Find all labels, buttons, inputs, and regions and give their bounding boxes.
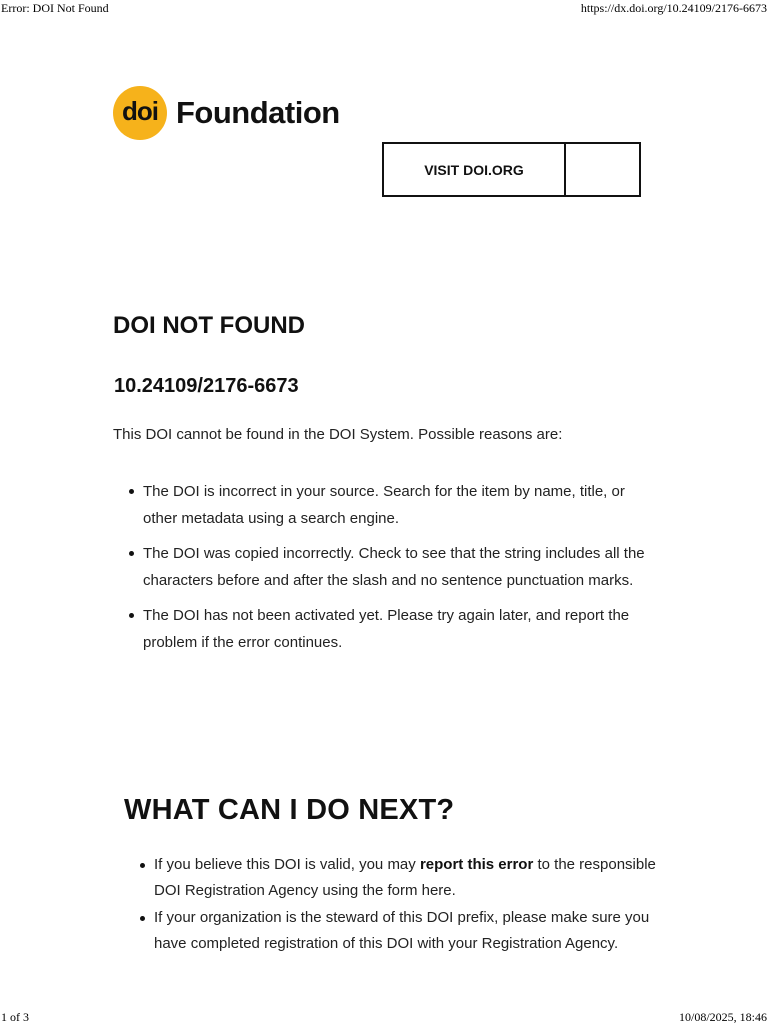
doi-logo-wordmark: Foundation [176, 95, 340, 130]
next-step-text: to the responsible DOI Registration Agency using the form here. [154, 856, 656, 899]
doi-identifier: 10.24109/2176-6673 [114, 375, 299, 397]
reasons-list [143, 478, 663, 664]
error-title: DOI NOT FOUND [113, 312, 305, 339]
error-intro: This DOI cannot be found in the DOI System. Possible reasons are: [113, 426, 563, 443]
reason-item: The DOI is incorrect in your source. Search for the item by name, title, or other metadata using a search engine. [143, 478, 663, 532]
print-header-url: https://dx.doi.org/10.24109/2176-6673 [580, 1, 767, 15]
reason-item: The DOI has not been activated yet. Please try again later, and report the problem if the error continues. [143, 602, 663, 656]
visit-doi-button[interactable]: VISIT DOI.ORG [384, 144, 566, 195]
next-step-text: If you believe this DOI is valid, you may [154, 856, 420, 873]
doi-logo-mark [113, 86, 167, 140]
doi-logo-mark-text: doi [122, 96, 158, 126]
visit-doi-container [382, 142, 641, 197]
next-step-item: If your organization is the steward of this DOI prefix, please make sure you have completed registration of this DOI with your Registration Agency. [154, 905, 664, 957]
doi-foundation-logo[interactable] [113, 86, 340, 140]
print-footer-page: 1 of 3 [1, 1010, 29, 1024]
reason-item: The DOI was copied incorrectly. Check to see that the string includes all the characters before and after the slash and no sentence punctuation marks. [143, 540, 663, 594]
next-step-item [154, 852, 664, 904]
print-footer-datetime: 10/08/2025, 18:46 [678, 1010, 767, 1024]
visit-doi-empty-cell [566, 144, 639, 195]
print-header-title: Error: DOI Not Found [1, 1, 109, 15]
report-error-link[interactable]: report this error [419, 856, 534, 873]
next-steps-list [154, 852, 664, 958]
next-steps-title: WHAT CAN I DO NEXT? [124, 794, 455, 826]
